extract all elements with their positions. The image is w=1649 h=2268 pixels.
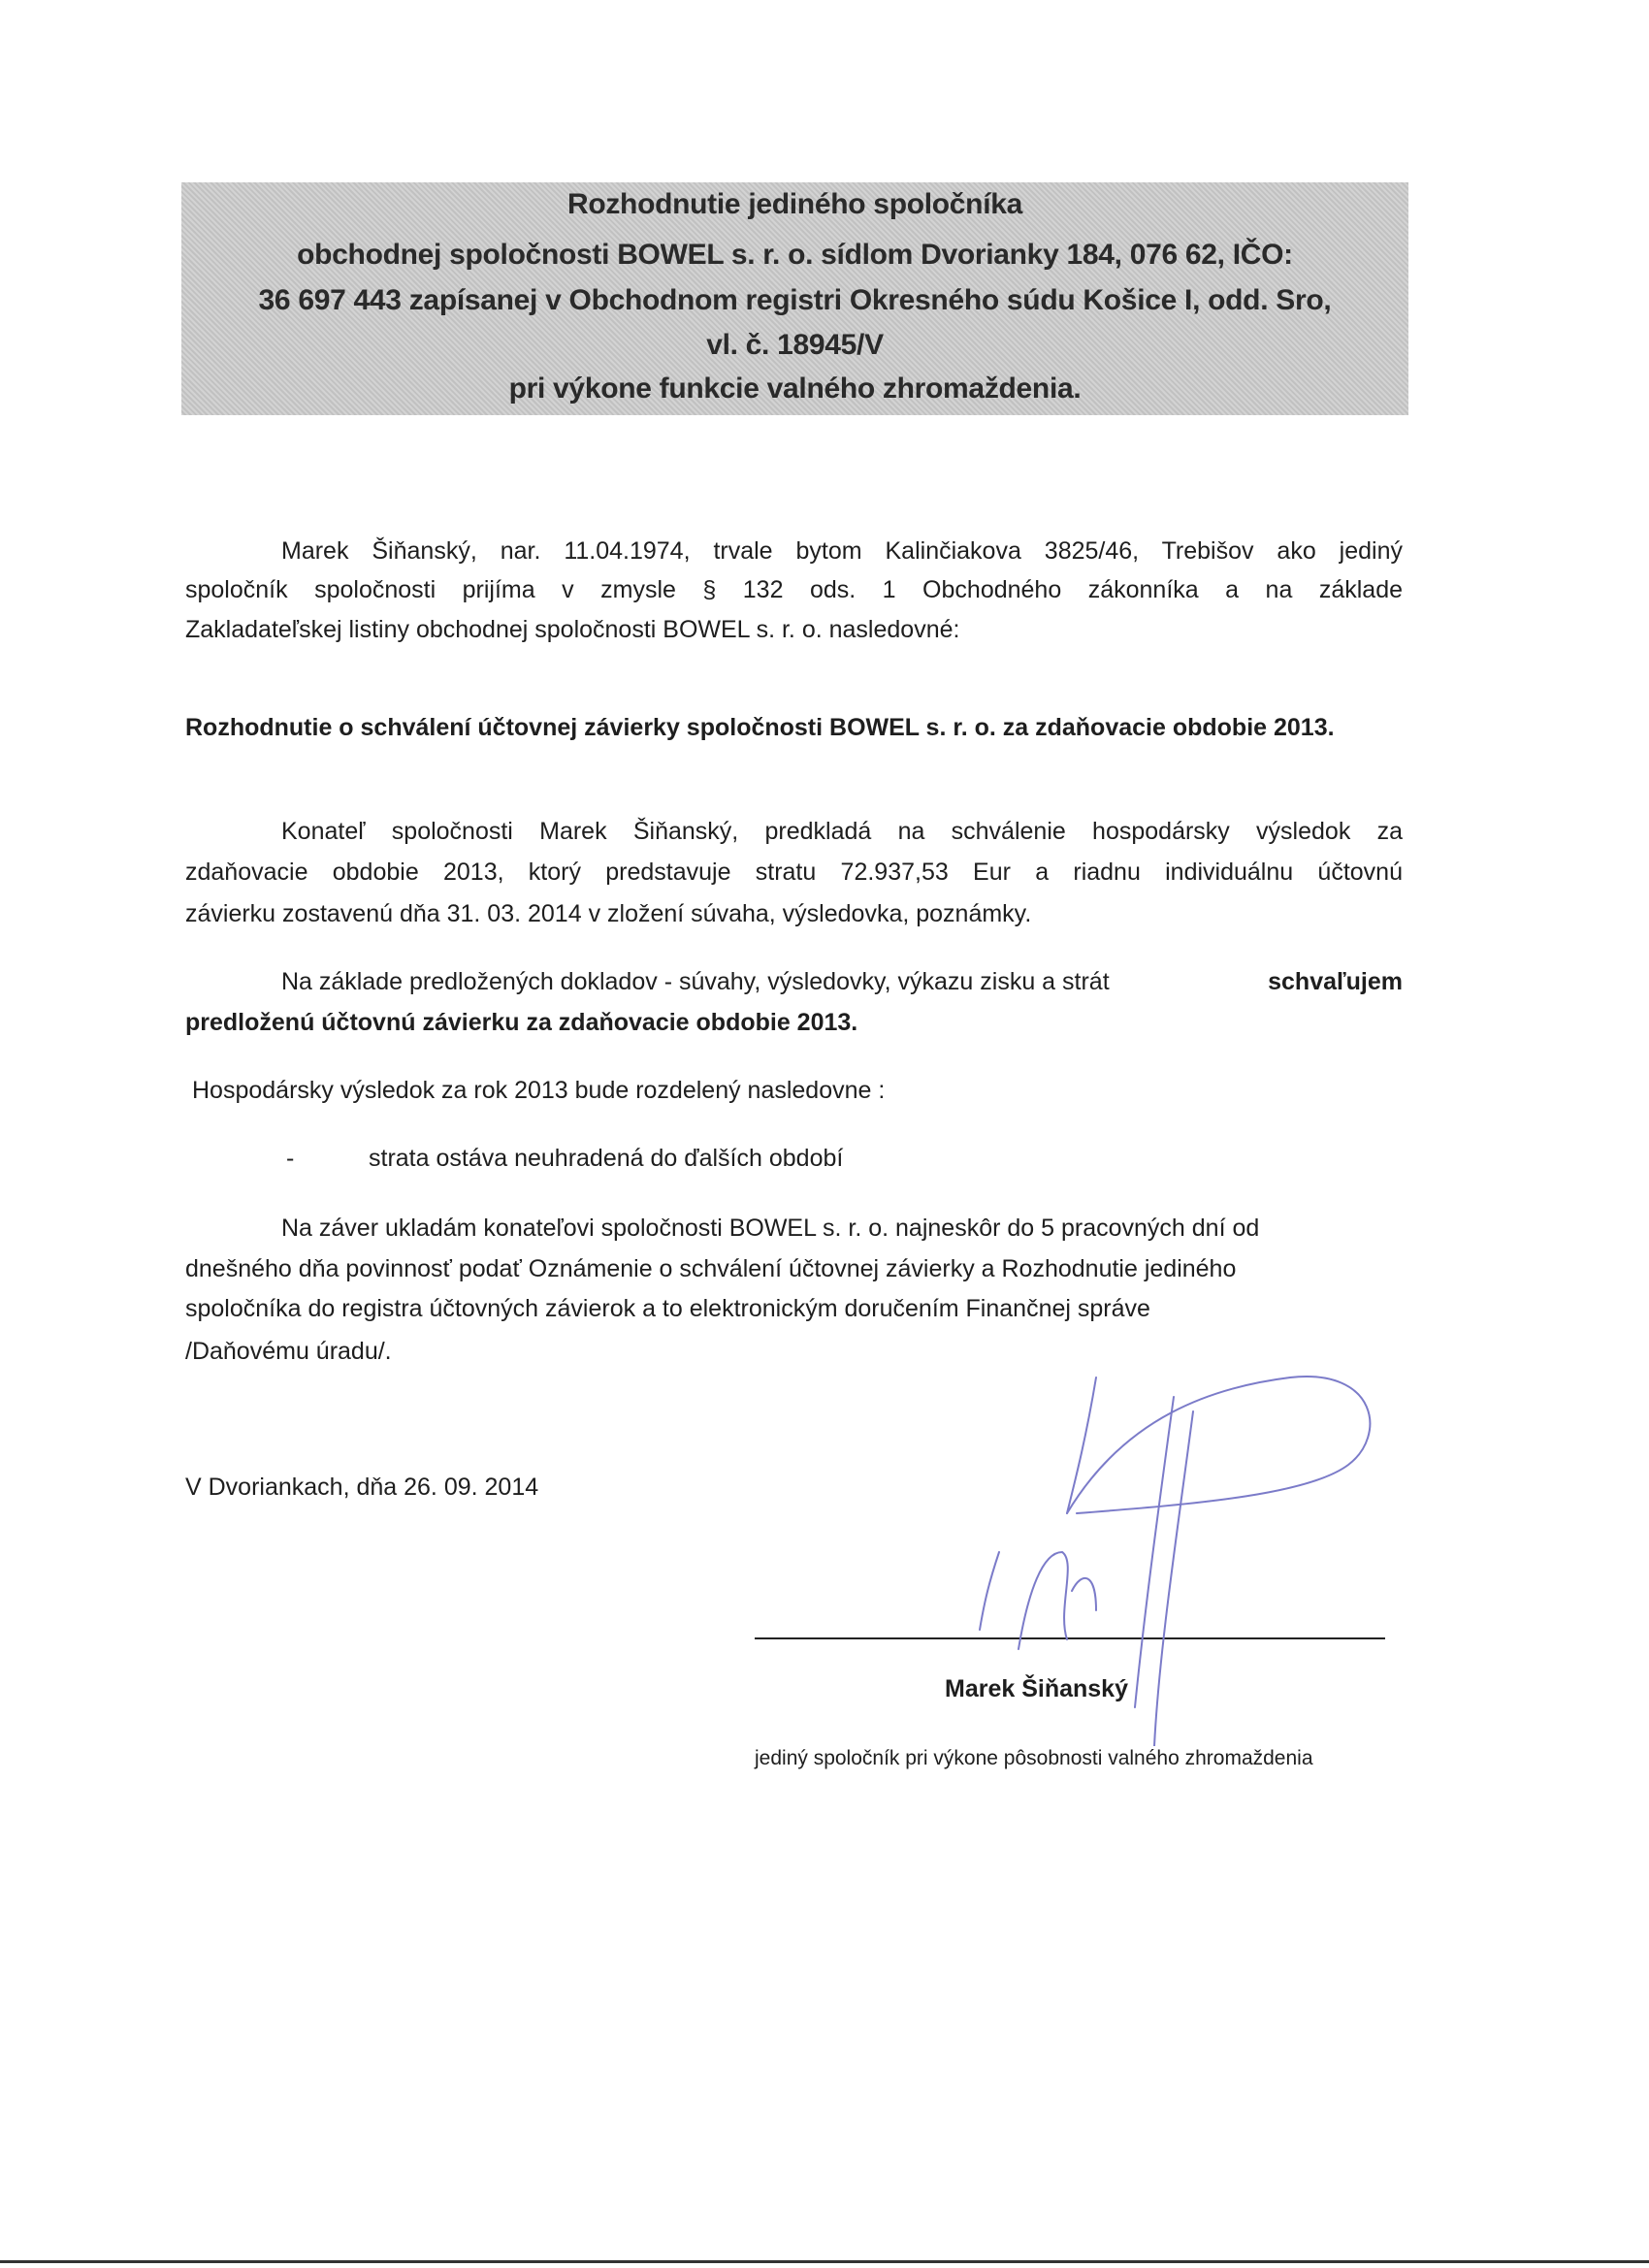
header-line: Rozhodnutie jediného spoločníka [566, 188, 1023, 220]
header-line: obchodnej spoločnosti BOWEL s. r. o. sídlom Dvorianky 184, 076 62, IČO: [297, 239, 1293, 271]
para3-text: Na základe predložených dokladov - súvahy, výsledovky, výkazu zisku a strát [281, 968, 1110, 995]
signature-stroke [980, 1552, 999, 1630]
place-date: V Dvoriankach, dňa 26. 09. 2014 [185, 1474, 539, 1501]
header-line: pri výkone funkcie valného zhromaždenia. [508, 373, 1082, 405]
para2-line: závierku zostavenú dňa 31. 03. 2014 v zložení súvaha, výsledovka, poznámky. [185, 900, 1032, 927]
para4-line: Na záver ukladám konateľovi spoločnosti BOWEL s. r. o. najneskôr do 5 pracovných dní od [281, 1215, 1260, 1242]
signature-stroke [1135, 1397, 1174, 1707]
para2-line: Konateľ spoločnosti Marek Šiňanský, predkladá na schválenie hospodársky výsledok za [281, 818, 1403, 845]
bullet-text: strata ostáva neuhradená do ďalších období [369, 1145, 844, 1172]
document-header-box [181, 182, 1408, 415]
para3-line [281, 967, 1403, 996]
para4-line: spoločníka do registra účtovných závierok a to elektronickým doručením Finančnej správe [185, 1295, 1150, 1322]
signature-stroke [1067, 1377, 1096, 1513]
para4-line: dnešného dňa povinnosť podať Oznámenie o schválení účtovnej závierky a Rozhodnutie jediného [185, 1255, 1237, 1282]
intro-line: Zakladateľskej listiny obchodnej spoločnosti BOWEL s. r. o. nasledovné: [185, 616, 960, 643]
signatory-name: Marek Šiňanský [945, 1675, 1128, 1702]
scan-edge [0, 2260, 1649, 2263]
signature-stroke [1018, 1552, 1068, 1649]
intro-line: spoločník spoločnosti prijíma v zmysle § 132 ods. 1 Obchodného zákonníka a na základe [185, 576, 1403, 603]
result-intro: Hospodársky výsledok za rok 2013 bude rozdelený nasledovne : [192, 1077, 886, 1104]
handwritten-signature [960, 1358, 1387, 1746]
para3-bold-line: predloženú účtovnú závierku za zdaňovacie obdobie 2013. [185, 1009, 858, 1036]
para4-line: /Daňovému úradu/. [185, 1338, 392, 1365]
para3-bold: schvaľujem [1268, 968, 1403, 995]
bullet-marker: - [286, 1145, 295, 1172]
signature-stroke [1154, 1411, 1193, 1746]
para2-line: zdaňovacie obdobie 2013, ktorý predstavuje stratu 72.937,53 Eur a riadnu individuálnu účtovnú [185, 859, 1403, 886]
header-line: 36 697 443 zapísanej v Obchodnom registri Okresného súdu Košice I, odd. Sro, [258, 284, 1332, 316]
header-line: vl. č. 18945/V [706, 329, 884, 361]
signature-stroke [1072, 1578, 1096, 1610]
signature-stroke [1067, 1377, 1370, 1513]
signatory-role: jediný spoločník pri výkone pôsobnosti valného zhromaždenia [755, 1747, 1313, 1769]
decision-heading: Rozhodnutie o schválení účtovnej závierky spoločnosti BOWEL s. r. o. za zdaňovacie obdobie 2013. [185, 714, 1335, 741]
intro-line: Marek Šiňanský, nar. 11.04.1974, trvale bytom Kalinčiakova 3825/46, Trebišov ako jediný [281, 537, 1403, 565]
